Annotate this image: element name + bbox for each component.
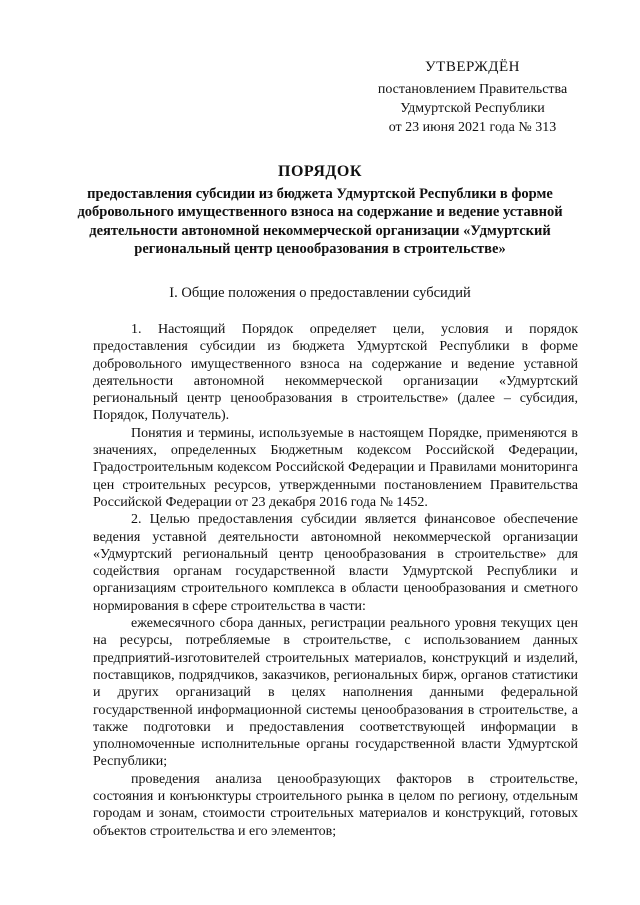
paragraph: 2. Целью предоставления субсидии является финансовое обеспечение ведения уставной деятельности автономной некоммерческой организации «Удмуртский региональный центр ценообразования в строительстве» для содействия органам государственной власти Удмуртской Республики и организациям строительного комплекса в области ценообразования и сметного нормирования в сфере строительства в части: [93, 512, 578, 614]
document-title-block [70, 163, 570, 259]
document-title: ПОРЯДОК [278, 163, 362, 180]
paragraph: 1. Настоящий Порядок определяет цели, условия и порядок предоставления субсидии из бюджета Удмуртской Республики в форме добровольного имущественного взноса на содержание и ведение уставной деятельности автономной некоммерческой организации «Удмуртский региональный центр ценообразования в строительстве» (далее – субсидия, Порядок, Получатель). [93, 322, 578, 424]
body-text [93, 321, 578, 840]
paragraph: Понятия и термины, используемые в настоящем Порядке, применяются в значениях, определенных Бюджетным кодексом Российской Федерации, Градостроительным кодексом Российской Федерации и Правилами мониторинга цен строительных ресурсов, утвержденными постановлением Правительства Российской Федерации от 23 декабря 2016 года № 1452. [93, 425, 578, 510]
approval-line: постановлением Правительства [377, 82, 568, 97]
paragraph: проведения анализа ценообразующих факторов в строительстве, состояния и конъюнктуры строительного рынка в целом по региону, отдельным городам и зонам, стоимости строительных материалов и конструкций, готовых объектов строительства и его элементов; [93, 771, 578, 839]
section-heading: I. Общие положения о предоставлении субсидий [169, 285, 471, 301]
approval-line: от 23 июня 2021 года № 313 [388, 120, 557, 135]
approval-title: УТВЕРЖДЁН [425, 59, 520, 75]
paragraph: ежемесячного сбора данных, регистрации реального уровня текущих цен на ресурсы, потребляемые в строительстве, с использованием данных предприятий-изготовителей строительных материалов, конструкций и изделий, поставщиков, подрядчиков, заказчиков, региональных бирж, органов статистики и других организаций в целях наполнения данными федеральной государственной информационной системы ценообразования в строительстве, а также подготовки и предоставления соответствующей информации в уполномоченные исполнительные органы государственной власти Удмуртской Республики; [93, 616, 578, 770]
approval-stamp [360, 58, 585, 137]
approval-line: Удмуртской Республики [400, 101, 545, 116]
document-subtitle: предоставления субсидии из бюджета Удмуртской Республики в форме добровольного имущественного взноса на содержание и ведение уставной деятельности автономной некоммерческой организации «Удмуртский региональный центр ценообразования в строительстве» [77, 185, 563, 257]
